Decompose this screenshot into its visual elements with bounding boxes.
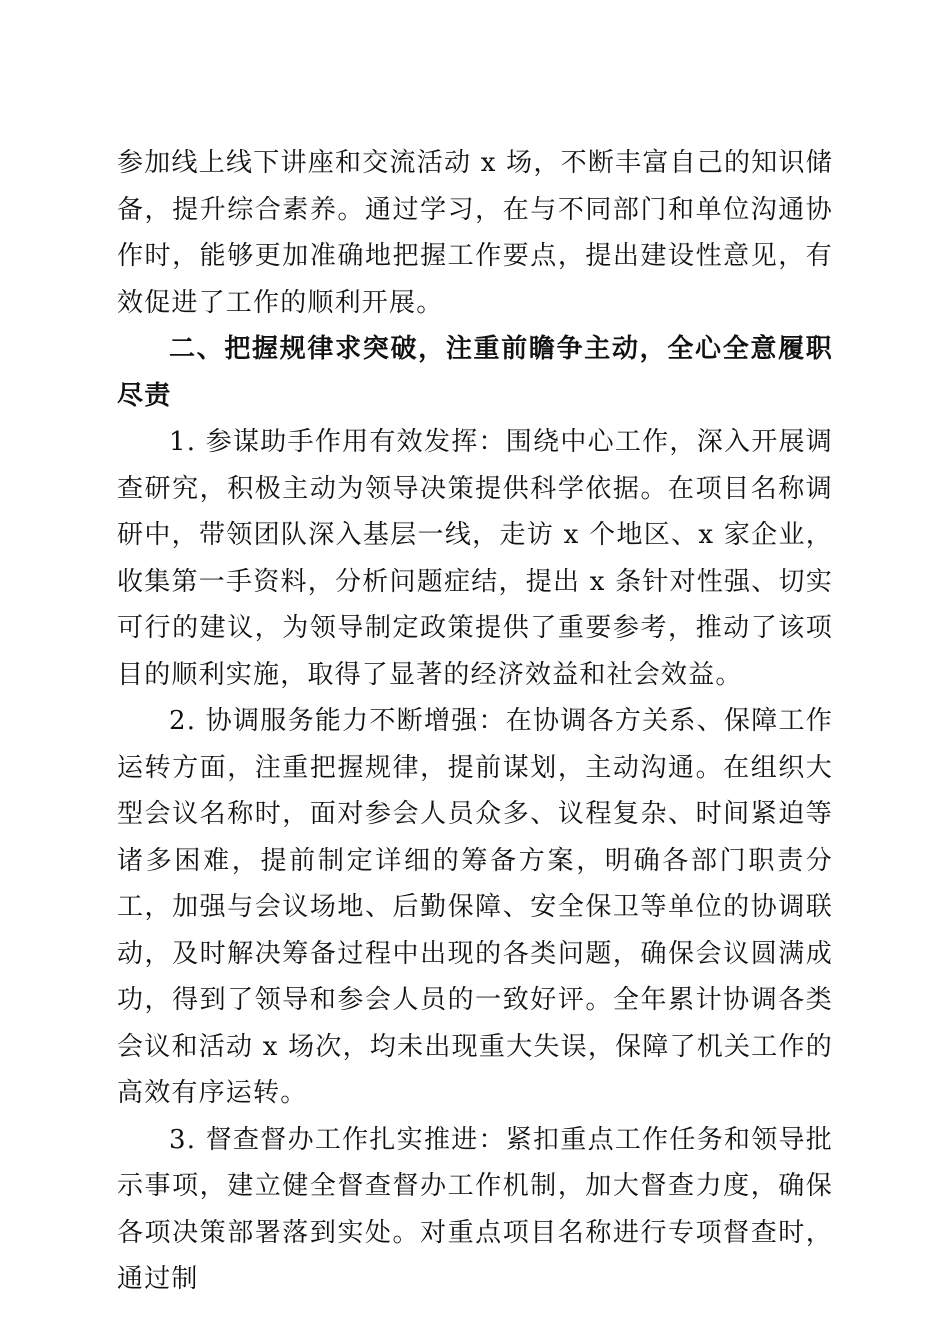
document-body xyxy=(117,140,833,1303)
paragraph-item-1: 1. 参谋助手作用有效发挥：围绕中心工作，深入开展调查研究，积极主动为领导决策提供科学依据。在项目名称调研中，带领团队深入基层一线，走访 x 个地区、x 家企业，收集第一手资料，分析问题症结，提出 x 条针对性强、切实可行的建议，为领导制定政策提供了重要参考，推动了该项目的顺利实施，取得了显著的经济效益和社会效益。 xyxy=(117,427,833,690)
section-heading: 二、把握规律求突破，注重前瞻争主动，全心全意履职尽责 xyxy=(117,334,833,411)
paragraph-item-3: 3. 督查督办工作扎实推进：紧扣重点工作任务和领导批示事项，建立健全督查督办工作机制，加大督查力度，确保各项决策部署落到实处。对重点项目名称进行专项督查时，通过制 xyxy=(117,1124,833,1294)
paragraph-item-2: 2. 协调服务能力不断增强：在协调各方关系、保障工作运转方面，注重把握规律，提前谋划，主动沟通。在组织大型会议名称时，面对参会人员众多、议程复杂、时间紧迫等诸多困难，提前制定详细的筹备方案，明确各部门职责分工，加强与会议场地、后勤保障、安全保卫等单位的协调联动，及时解决筹备过程中出现的各类问题，确保会议圆满成功，得到了领导和参会人员的一致好评。全年累计协调各类会议和活动 x 场次，均未出现重大失误，保障了机关工作的高效有序运转。 xyxy=(117,706,833,1108)
paragraph-continued: 参加线上线下讲座和交流活动 x 场，不断丰富自己的知识储备，提升综合素养。通过学习，在与不同部门和单位沟通协作时，能够更加准确地把握工作要点，提出建设性意见，有效促进了工作的顺利开展。 xyxy=(117,148,833,318)
